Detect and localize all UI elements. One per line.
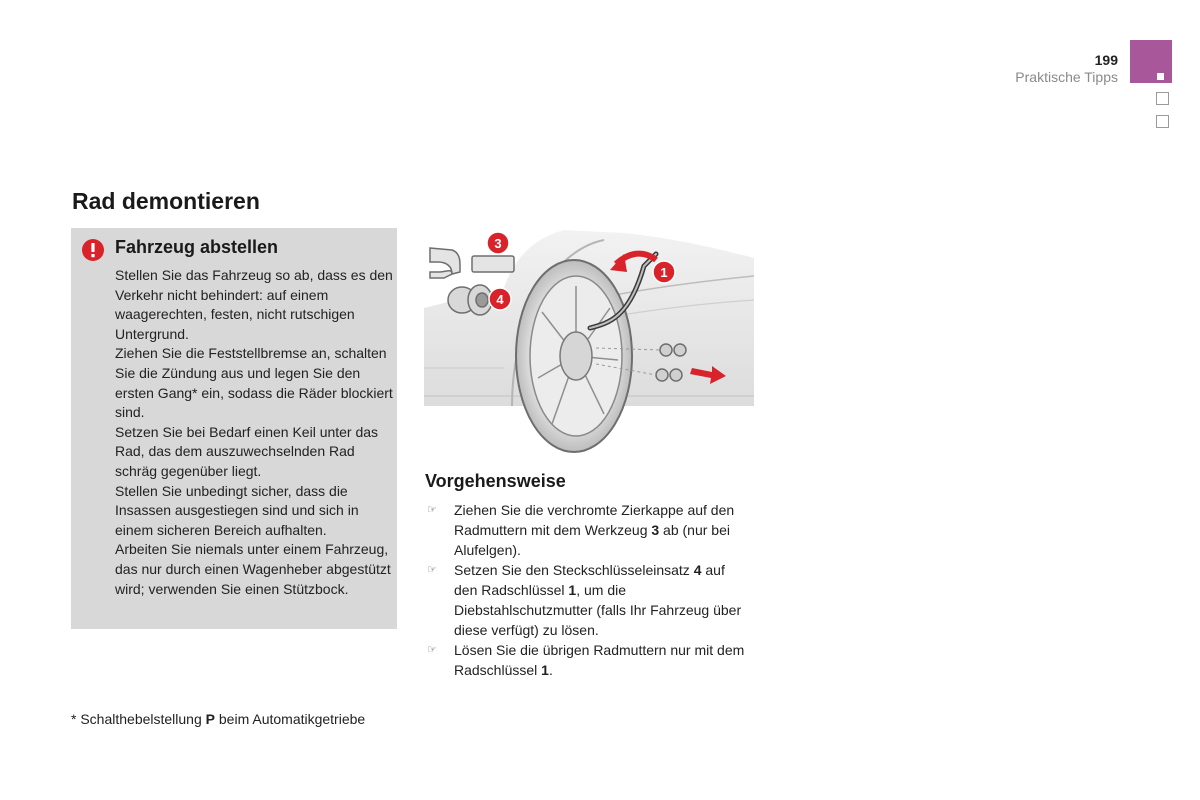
procedure-step	[425, 640, 745, 680]
warning-paragraph: Stellen Sie unbedingt sicher, dass die Insassen ausgestiegen sind und sich in einem sicheren Bereich aufhalten.	[115, 482, 359, 538]
footnote	[71, 711, 365, 727]
chapter-tab-box	[1156, 115, 1169, 128]
warning-paragraph: Setzen Sie bei Bedarf einen Keil unter das Rad, das dem auszuwechselnden Rad schräg gegenüber liegt.	[115, 423, 379, 479]
chapter-title: Praktische Tipps	[1015, 69, 1118, 85]
step-text: , um die Diebstahlschutzmutter (falls Ihr Fahrzeug über diese verfügt) zu lösen.	[454, 582, 742, 638]
socket-adapter	[448, 285, 492, 315]
step-text: auf den Radschlüssel	[454, 562, 725, 598]
warning-paragraph: Ziehen Sie die Feststellbremse an, schalten Sie die Zündung aus und legen Sie den ersten Gang* ein, sodass die Räder blockiert sind.	[115, 345, 393, 421]
step-text: ab (nur bei Alufelgen).	[454, 522, 730, 558]
footnote-bold: P	[205, 711, 215, 727]
callout-label: 3	[494, 236, 502, 251]
callout-1	[653, 261, 675, 283]
warning-paragraph: Stellen Sie das Fahrzeug so ab, dass es den Verkehr nicht behindert: auf einem waagerechten, festen, nicht rutschigen Untergrund.	[115, 267, 393, 342]
step-ref: 3	[651, 522, 660, 538]
procedure-step	[425, 560, 745, 640]
warning-body	[115, 266, 393, 599]
section-title: Rad demontieren	[72, 188, 260, 214]
chapter-tab-dot	[1157, 73, 1164, 80]
step-text: Lösen Sie die übrigen Radmuttern nur mit dem Radschlüssel	[454, 642, 745, 678]
step-ref: 1	[541, 662, 549, 678]
warning-exclamation-icon	[82, 239, 104, 261]
hub	[560, 332, 592, 380]
hand-pointer-icon: ☞	[427, 564, 437, 576]
footnote-text: * Schalthebelstellung	[71, 711, 206, 727]
chapter-tab-box	[1156, 92, 1169, 105]
step-ref: 4	[693, 562, 702, 578]
hand-pointer-icon: ☞	[427, 644, 437, 656]
page-number: 199	[1094, 52, 1118, 68]
step-text: Setzen Sie den Steckschlüsseleinsatz	[454, 562, 694, 578]
warning-title: Fahrzeug abstellen	[115, 237, 279, 257]
callout-3	[487, 232, 509, 254]
hand-pointer-icon: ☞	[427, 504, 437, 516]
callout-label: 1	[660, 265, 668, 280]
footnote-text: beim Automatikgetriebe	[215, 711, 366, 727]
warning-paragraph: Arbeiten Sie niemals unter einem Fahrzeug, das nur durch einen Wagenheber abgestützt wird; verwenden Sie einen Stützbock.	[115, 541, 391, 597]
procedure-title: Vorgehensweise	[425, 471, 566, 491]
callout-4	[489, 288, 511, 310]
procedure-step	[425, 500, 745, 560]
procedure-steps	[425, 500, 745, 680]
callout-label: 4	[496, 292, 504, 307]
step-text: .	[548, 662, 553, 678]
wheel-removal-illustration	[424, 228, 754, 458]
step-ref: 1	[568, 582, 577, 598]
chapter-tab-active	[1130, 40, 1172, 83]
step-text: Ziehen Sie die verchromte Zierkappe auf den Radmuttern mit dem Werkzeug	[454, 502, 735, 538]
